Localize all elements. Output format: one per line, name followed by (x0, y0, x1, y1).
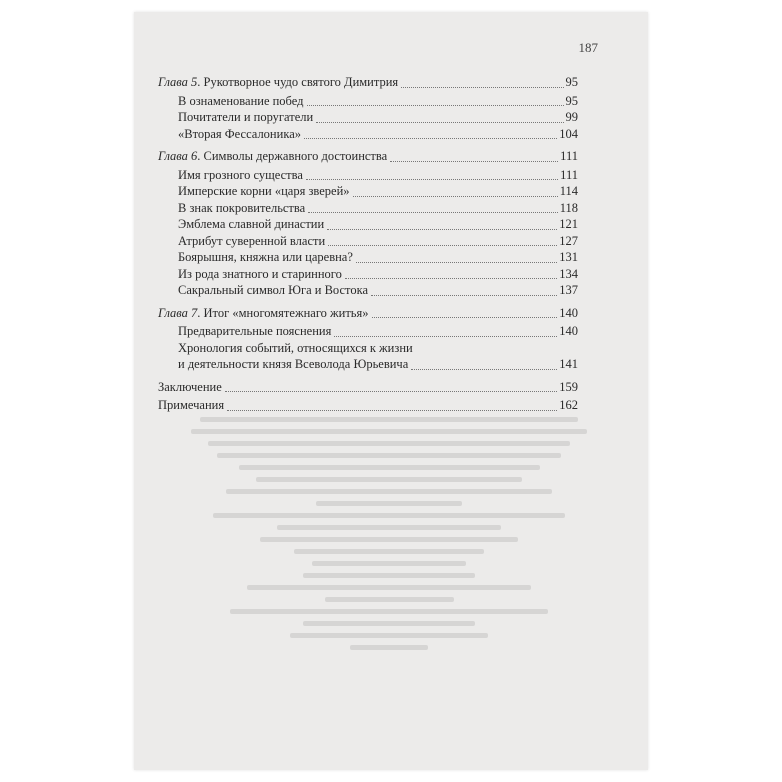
entry-title-line-1: Хронология событий, относящихся к жизни (178, 340, 413, 355)
entry-page: 111 (560, 167, 578, 182)
chapter-label: Глава 7 (158, 305, 198, 320)
dot-leader (328, 245, 557, 246)
entry-title: Сакральный символ Юга и Востока (178, 283, 369, 297)
book-page (134, 12, 648, 770)
chapter-page: 111 (560, 149, 578, 163)
dot-leader (306, 179, 558, 180)
table-of-contents (158, 74, 578, 414)
dot-leader (372, 317, 558, 318)
chapter-page: 140 (559, 305, 578, 320)
chapter-title: . Итог «многомятежнаго житья» (197, 305, 369, 320)
toc-entry[interactable] (158, 126, 578, 143)
entry-page: 104 (559, 126, 578, 141)
entry-page: 127 (559, 233, 578, 248)
toc-entry[interactable] (158, 282, 578, 299)
toc-entry[interactable] (158, 216, 578, 233)
chapter-label: Глава 6 (158, 149, 198, 163)
entry-title: Имперские корни «царя зверей» (178, 184, 350, 198)
entry-title: Атрибут суверенной власти (178, 233, 326, 248)
entry-title: Боярышня, княжна или царевна? (178, 250, 353, 264)
entry-page: 118 (559, 200, 578, 215)
entry-title: Эмблема славной династии (178, 217, 325, 231)
chapter-heading[interactable] (158, 148, 578, 165)
entry-title: Из рода знатного и старинного (178, 266, 342, 281)
section-title: Примечания (158, 398, 225, 412)
entry-page: 140 (559, 324, 578, 338)
section-page: 159 (559, 379, 578, 394)
chapter-label: Глава 5 (158, 75, 198, 89)
toc-entry[interactable] (158, 167, 578, 184)
entry-page: 137 (559, 283, 578, 297)
toc-entry[interactable] (158, 233, 578, 250)
entry-title: В знак покровительства (178, 200, 306, 215)
chapter-5 (158, 74, 578, 142)
entry-page: 131 (559, 250, 578, 264)
toc-conclusion[interactable] (158, 379, 578, 396)
entry-title: Почитатели и поругатели (178, 110, 314, 124)
dot-leader (371, 295, 557, 296)
dot-leader (225, 391, 558, 392)
toc-entry-multiline[interactable] (158, 340, 578, 373)
entry-page: 141 (559, 357, 578, 371)
dot-leader (356, 262, 557, 263)
section-page: 162 (559, 398, 578, 412)
entry-page: 121 (559, 217, 578, 231)
dot-leader (304, 138, 557, 139)
toc-entry[interactable] (158, 183, 578, 200)
chapter-page: 95 (565, 75, 578, 89)
toc-entry[interactable] (158, 266, 578, 283)
dot-leader (327, 229, 557, 230)
chapter-heading[interactable] (158, 305, 578, 322)
chapter-title: . Символы державного достоинства (197, 149, 388, 163)
dot-leader (307, 105, 564, 106)
dot-leader (334, 336, 557, 337)
dot-leader (390, 161, 558, 162)
dot-leader (353, 196, 558, 197)
entry-title-line-2: и деятельности князя Всеволода Юрьевича (178, 357, 409, 371)
dot-leader (316, 122, 563, 123)
dot-leader (401, 87, 563, 88)
entry-title: «Вторая Фессалоника» (178, 126, 301, 141)
chapter-title-wrap (158, 305, 369, 322)
toc-entry[interactable] (158, 323, 578, 340)
toc-entry[interactable] (158, 93, 578, 110)
chapter-7 (158, 305, 578, 373)
entry-page: 114 (559, 184, 578, 198)
chapter-title-wrap (158, 74, 398, 91)
entry-title: Имя грозного существа (178, 167, 303, 182)
section-title: Заключение (158, 379, 222, 394)
chapter-title-wrap (158, 148, 387, 165)
entry-page: 99 (565, 110, 578, 124)
page-number: 187 (578, 40, 598, 55)
entry-page: 134 (559, 266, 578, 281)
chapter-title: . Рукотворное чудо святого Димитрия (197, 75, 399, 89)
chapter-6 (158, 148, 578, 299)
entry-title: Предварительные пояснения (178, 324, 332, 338)
entry-page: 95 (565, 93, 578, 108)
dot-leader (308, 212, 558, 213)
toc-entry[interactable] (158, 200, 578, 217)
chapter-heading[interactable] (158, 74, 578, 91)
toc-entry[interactable] (158, 109, 578, 126)
entry-title: В ознаменование побед (178, 93, 304, 108)
toc-entry[interactable] (158, 249, 578, 266)
dot-leader (411, 369, 557, 370)
bleed-through-texture (174, 410, 604, 750)
dot-leader (345, 278, 557, 279)
entry-second-line (178, 356, 578, 373)
